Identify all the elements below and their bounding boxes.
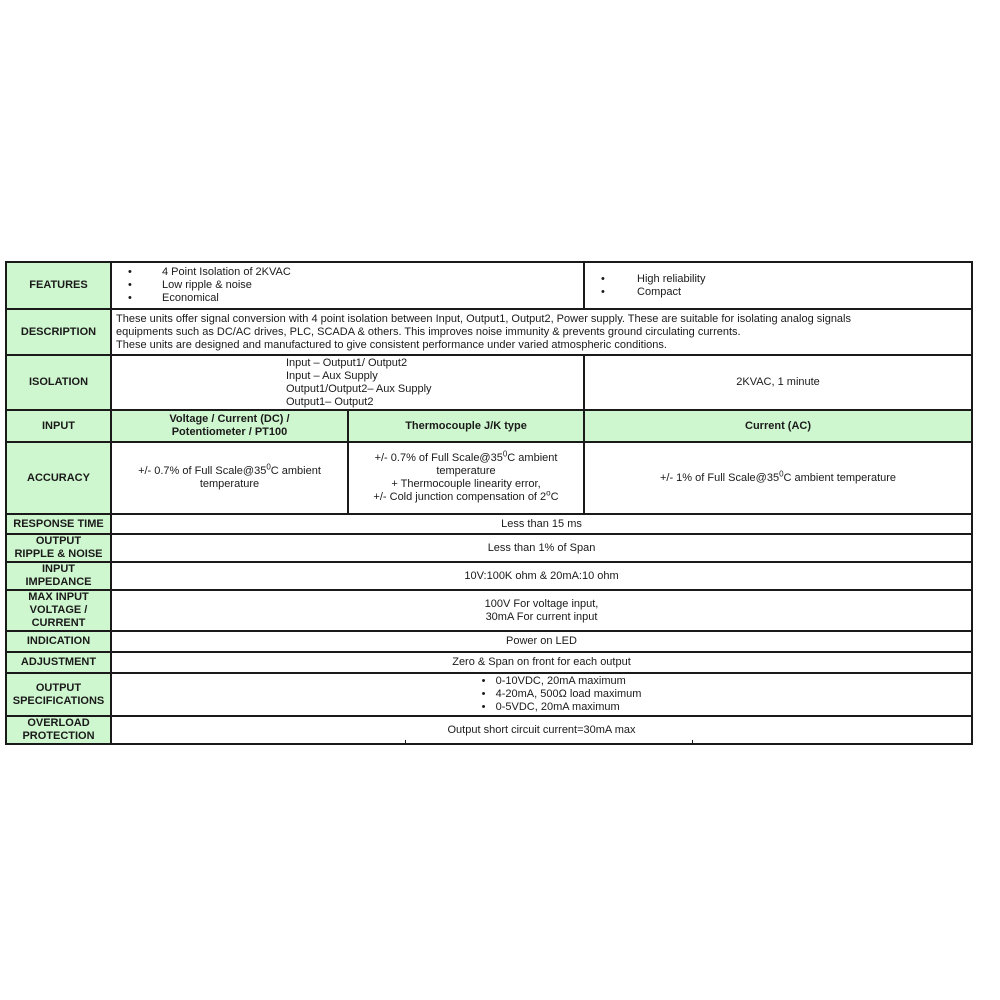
max-input-row bbox=[6, 590, 972, 631]
list-item: • 4-20mA, 500Ω load maximum bbox=[482, 688, 642, 701]
accuracy-text: +/- 0.7% of Full Scale@35 bbox=[374, 452, 503, 464]
output-specs-label-line: OUTPUT bbox=[35, 681, 82, 694]
superscript: 0 bbox=[266, 462, 271, 472]
impedance-row bbox=[6, 562, 972, 590]
output-specs-list bbox=[482, 675, 642, 714]
output-specs-label bbox=[6, 673, 111, 716]
overload-label-line: PROTECTION bbox=[22, 730, 95, 742]
impedance-label bbox=[6, 562, 111, 590]
accuracy-text: temperature bbox=[199, 478, 260, 490]
max-input-label bbox=[6, 590, 111, 631]
accuracy-text: + Thermocouple linearity error, bbox=[391, 478, 541, 490]
list-item: • High reliability bbox=[597, 273, 967, 286]
list-item: • 4 Point Isolation of 2KVAC bbox=[116, 266, 579, 279]
input-type-dc-line: Voltage / Current (DC) / bbox=[169, 413, 290, 425]
impedance-label-line: INPUT bbox=[42, 563, 75, 575]
input-type-ac: Current (AC) bbox=[584, 410, 972, 442]
ripple-label-line: OUTPUT bbox=[35, 535, 82, 547]
isolation-path: Input – Aux Supply bbox=[286, 369, 378, 382]
max-input-value-line: 100V For voltage input, bbox=[484, 597, 599, 610]
ripple-row bbox=[6, 534, 972, 562]
table-edge-mark bbox=[405, 740, 406, 744]
accuracy-text: C ambient temperature bbox=[783, 471, 897, 484]
max-input-value-line: 30mA For current input bbox=[485, 610, 598, 623]
accuracy-text: C bbox=[550, 491, 559, 503]
accuracy-row bbox=[6, 442, 972, 514]
impedance-value: 10V:100K ohm & 20mA:10 ohm bbox=[111, 562, 972, 590]
features-left-cell bbox=[111, 262, 584, 309]
ripple-value: Less than 1% of Span bbox=[111, 534, 972, 562]
description-row bbox=[6, 309, 972, 355]
features-left-list bbox=[116, 266, 579, 305]
specification-table bbox=[5, 261, 973, 745]
superscript: 0 bbox=[779, 468, 784, 478]
ripple-label bbox=[6, 534, 111, 562]
input-row bbox=[6, 410, 972, 442]
input-label: INPUT bbox=[6, 410, 111, 442]
list-item: • 0-5VDC, 20mA maximum bbox=[482, 701, 642, 714]
superscript: 0 bbox=[502, 449, 508, 459]
accuracy-text: C ambient bbox=[270, 465, 321, 477]
features-right-list bbox=[589, 273, 967, 299]
description-line: These units are designed and manufactured to give consistent performance under varied atmospheric conditions. bbox=[116, 338, 667, 351]
list-item: • Economical bbox=[116, 292, 579, 305]
output-specs-row bbox=[6, 673, 972, 716]
input-type-dc-line: Potentiometer / PT100 bbox=[171, 426, 288, 438]
accuracy-thermocouple bbox=[348, 442, 584, 514]
input-type-dc bbox=[111, 410, 348, 442]
input-type-thermocouple: Thermocouple J/K type bbox=[348, 410, 584, 442]
isolation-path: Output1/Output2– Aux Supply bbox=[286, 382, 432, 395]
overload-label-line: OVERLOAD bbox=[27, 717, 90, 729]
response-time-label: RESPONSE TIME bbox=[6, 514, 111, 534]
accuracy-text: +/- 0.7% of Full Scale@35 bbox=[138, 465, 267, 477]
features-label: FEATURES bbox=[6, 262, 111, 309]
response-time-row bbox=[6, 514, 972, 534]
max-input-label-line: CURRENT bbox=[31, 617, 86, 629]
table-edge-mark bbox=[692, 740, 693, 744]
output-specs-label-line: SPECIFICATIONS bbox=[12, 694, 105, 707]
spec-sheet bbox=[5, 261, 971, 745]
adjustment-row bbox=[6, 652, 972, 673]
isolation-paths-cell bbox=[111, 355, 584, 410]
indication-value: Power on LED bbox=[111, 631, 972, 652]
accuracy-text: +/- Cold junction compensation of 2 bbox=[373, 491, 547, 503]
list-item: • 0-10VDC, 20mA maximum bbox=[482, 675, 642, 688]
description-label: DESCRIPTION bbox=[6, 309, 111, 355]
accuracy-text: C ambient bbox=[507, 452, 558, 464]
adjustment-label: ADJUSTMENT bbox=[6, 652, 111, 673]
accuracy-ac bbox=[584, 442, 972, 514]
overload-row bbox=[6, 716, 972, 744]
list-item: • Low ripple & noise bbox=[116, 279, 579, 292]
indication-label: INDICATION bbox=[6, 631, 111, 652]
isolation-label: ISOLATION bbox=[6, 355, 111, 410]
overload-value: Output short circuit current=30mA max bbox=[111, 716, 972, 744]
description-line: These units offer signal conversion with 4 point isolation between Input, Output1, Output2, Power supply. These are suitable for isolating analog signals bbox=[116, 312, 851, 325]
accuracy-text: +/- 1% of Full Scale@35 bbox=[659, 471, 780, 484]
output-specs-value bbox=[111, 673, 972, 716]
adjustment-value: Zero & Span on front for each output bbox=[111, 652, 972, 673]
accuracy-text: temperature bbox=[436, 465, 496, 477]
accuracy-dc bbox=[111, 442, 348, 514]
indication-row bbox=[6, 631, 972, 652]
isolation-path: Input – Output1/ Output2 bbox=[286, 356, 408, 369]
response-time-value: Less than 15 ms bbox=[111, 514, 972, 534]
isolation-value: 2KVAC, 1 minute bbox=[584, 355, 972, 410]
max-input-label-line: VOLTAGE / bbox=[29, 604, 88, 616]
isolation-path: Output1– Output2 bbox=[286, 395, 374, 408]
features-right-cell bbox=[584, 262, 972, 309]
superscript: o bbox=[546, 488, 551, 498]
description-line: equipments such as DC/AC drives, PLC, SCADA & others. This improves noise immunity & prevents ground circulating currents. bbox=[116, 325, 741, 338]
max-input-value bbox=[111, 590, 972, 631]
accuracy-label: ACCURACY bbox=[6, 442, 111, 514]
list-item: • Compact bbox=[597, 286, 967, 299]
impedance-label-line: IMPEDANCE bbox=[25, 576, 92, 588]
isolation-paths bbox=[286, 357, 432, 409]
overload-label bbox=[6, 716, 111, 744]
ripple-label-line: RIPPLE & NOISE bbox=[14, 548, 103, 560]
max-input-label-line: MAX INPUT bbox=[28, 591, 89, 603]
description-text bbox=[111, 309, 972, 355]
features-row bbox=[6, 262, 972, 309]
isolation-row bbox=[6, 355, 972, 410]
